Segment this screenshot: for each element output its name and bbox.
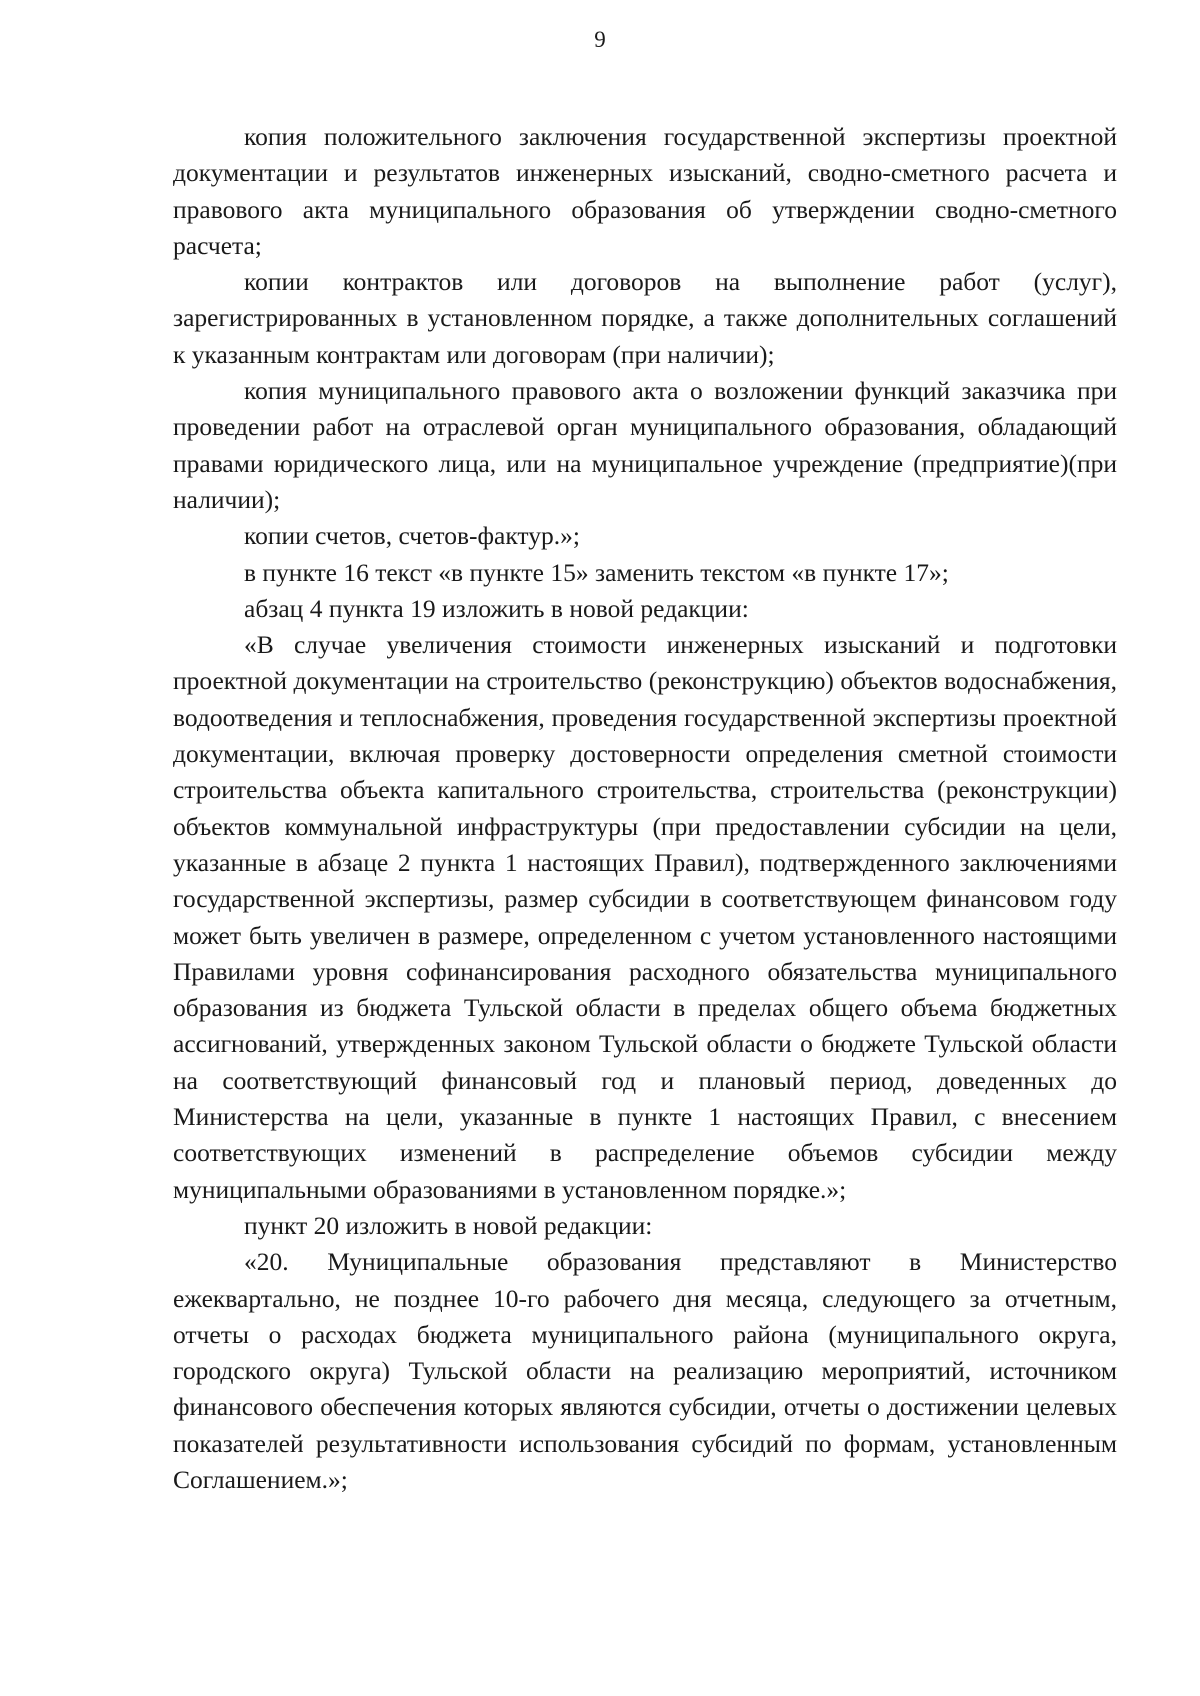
paragraph-contracts-copies: копии контрактов или договоров на выполнение работ (услуг), зарегистрированных в установленном порядке, а также дополнительных соглашений к указанным контрактам или договорам (при наличии); [173, 267, 1117, 369]
document-body [173, 119, 1117, 1498]
paragraph-legal-act-copy: копия муниципального правового акта о возложении функций заказчика при проведении работ на отраслевой орган муниципального образования, обладающий правами юридического лица, или на муниципальное учреждение (предприятие)(при наличии); [173, 376, 1117, 514]
paragraph-item-20-intro: пункт 20 изложить в новой редакции: [244, 1210, 653, 1240]
paragraph-item-19-intro: абзац 4 пункта 19 изложить в новой редакции: [244, 593, 749, 623]
paragraph-expertise-copy: копия положительного заключения государственной экспертизы проектной документации и результатов инженерных изысканий, сводно-сметного расчета и правового акта муниципального образования об утверждении сводно-сметного расчета; [173, 122, 1117, 260]
paragraph-item-20-text: «20. Муниципальные образования представляют в Министерство ежеквартально, не позднее 10-го рабочего дня месяца, следующего за отчетным, отчеты о расходах бюджета муниципального района (муниципального округа, городского округа) Тульской области на реализацию мероприятий, источником финансового обеспечения которых являются субсидии, отчеты о достижении целевых показателей результативности использования субсидий по формам, установленным Соглашением.»; [173, 1247, 1117, 1494]
paragraph-invoices-copies: копии счетов, счетов-фактур.»; [244, 521, 580, 551]
page-number: 9 [594, 27, 606, 52]
paragraph-item-19-text: «В случае увеличения стоимости инженерных изысканий и подготовки проектной документации на строительство (реконструкцию) объектов водоснабжения, водоотведения и теплоснабжения, проведения государственной экспертизы проектной документации, включая проверку достоверности определения сметной стоимости строительства объекта капитального строительства, строительства (реконструкции) объектов коммунальной инфраструктуры (при предоставлении субсидии на цели, указанные в абзаце 2 пункта 1 настоящих Правил), подтвержденного заключениями государственной экспертизы, размер субсидии в соответствующем финансовом году может быть увеличен в размере, определенном с учетом установленного настоящими Правилами уровня софинансирования расходного обязательства муниципального образования из бюджета Тульской области в пределах общего объема бюджетных ассигнований, утвержденных законом Тульской области о бюджете Тульской области на соответствующий финансовый год и плановый период, доведенных до Министерства на цели, указанные в пункте 1 настоящих Правил, с внесением соответствующих изменений в распределение объемов субсидии между муниципальными образованиями в установленном порядке.»; [173, 630, 1117, 1204]
paragraph-item-16-amendment: в пункте 16 текст «в пункте 15» заменить текстом «в пункте 17»; [244, 557, 949, 587]
